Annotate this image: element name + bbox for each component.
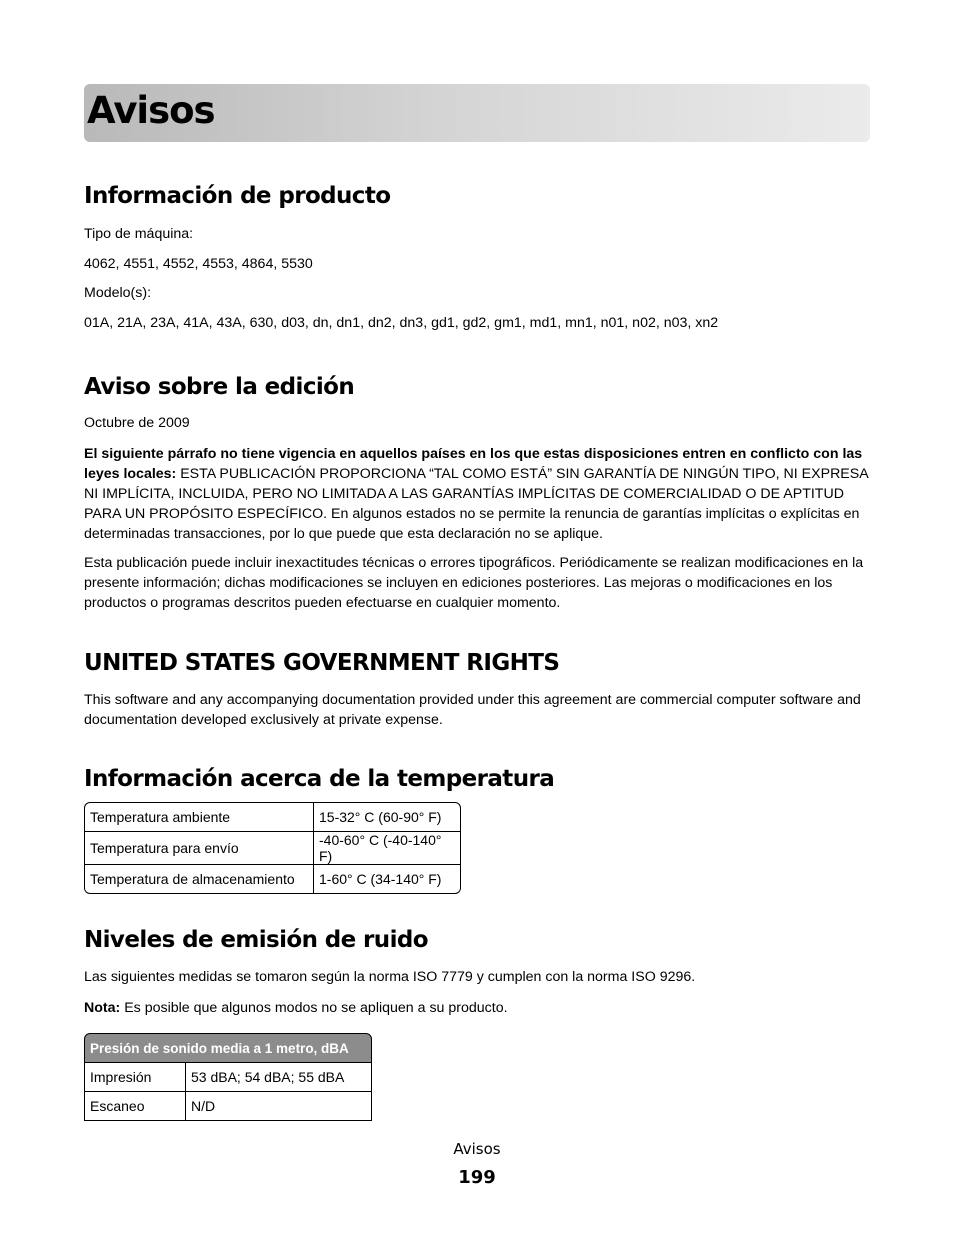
temperature-value: -40-60° C (-40-140° F): [314, 832, 461, 865]
table-row: [84, 865, 461, 894]
noise-intro: Las siguientes medidas se tomaron según la norma ISO 7779 y cumplen con la norma ISO 9296.: [84, 969, 696, 985]
note-text: Es posible que algunos modos no se apliquen a su producto.: [120, 1000, 508, 1016]
gov-rights-heading: UNITED STATES GOVERNMENT RIGHTS: [84, 650, 560, 676]
table-row: [84, 1063, 372, 1092]
noise-value: 53 dBA; 54 dBA; 55 dBA: [186, 1063, 372, 1092]
noise-mode: Impresión: [84, 1063, 186, 1092]
gov-rights-text: This software and any accompanying documentation provided under this agreement are commercial computer software and documentation developed exclusively at private expense.: [84, 692, 861, 728]
disclaimer-text: ESTA PUBLICACIÓN PROPORCIONA “TAL COMO ESTÁ” SIN GARANTÍA DE NINGÚN TIPO, NI EXPRESA NI IMPLÍCITA, INCLUIDA, PERO NO LIMITADA A LAS GARANTÍAS IMPLÍCITAS DE COMERCIALIDAD O DE APTITUD PARA UN PROPÓSITO ESPECÍFICO. En algunos estados no se permite la renuncia de garantías implícitas o explícitas en determinadas transacciones, por lo que puede que esta declaración no se aplique.: [84, 466, 868, 542]
temperature-value: 15-32° C (60-90° F): [314, 802, 461, 832]
disclaimer-paragraph: [84, 444, 874, 544]
noise-table: [84, 1033, 372, 1121]
table-row: [84, 802, 461, 832]
temperature-label: Temperatura ambiente: [84, 802, 314, 832]
table-header-row: [84, 1033, 372, 1063]
machine-types: 4062, 4551, 4552, 4553, 4864, 5530: [84, 256, 313, 272]
page-title: Avisos: [87, 89, 215, 132]
noise-heading: Niveles de emisión de ruido: [84, 927, 428, 953]
note-label: Nota:: [84, 1000, 121, 1016]
edition-date: Octubre de 2009: [84, 415, 190, 431]
noise-mode: Escaneo: [84, 1092, 186, 1121]
edition-heading: Aviso sobre la edición: [84, 374, 355, 400]
models-label: Modelo(s):: [84, 285, 152, 301]
temperature-value: 1-60° C (34-140° F): [314, 865, 461, 894]
product-info-heading: Información de producto: [84, 183, 391, 209]
table-row: [84, 1092, 372, 1121]
disclaimer-bold-lead: El siguiente párrafo no tiene vigencia en aquellos países en los que estas disposiciones entren en conflicto con las leyes locales:: [84, 446, 863, 482]
noise-value: N/D: [186, 1092, 372, 1121]
machine-type-label: Tipo de máquina:: [84, 226, 194, 242]
page-title-banner: [84, 84, 870, 142]
temperature-table: [84, 802, 461, 894]
noise-table-header: Presión de sonido media a 1 metro, dBA: [84, 1033, 372, 1063]
noise-note: [84, 998, 508, 1018]
models-list: 01A, 21A, 23A, 41A, 43A, 630, d03, dn, dn1, dn2, dn3, gd1, gd2, gm1, md1, mn1, n01, n02, n03, xn2: [84, 315, 719, 331]
inaccuracies-paragraph: Esta publicación puede incluir inexactitudes técnicas o errores tipográficos. Periódicamente se realizan modificaciones en la presente información; dichas modificaciones se incluyen en ediciones posteriores. Las mejoras o modificaciones en los productos o programas descritos pueden efectuarse en cualquier momento.: [84, 555, 864, 611]
page-number: 199: [458, 1167, 496, 1188]
temperature-label: Temperatura de almacenamiento: [84, 865, 314, 894]
table-row: [84, 832, 461, 865]
temperature-heading: Información acerca de la temperatura: [84, 766, 555, 792]
temperature-label: Temperatura para envío: [84, 832, 314, 865]
footer-section-title: Avisos: [453, 1140, 501, 1158]
